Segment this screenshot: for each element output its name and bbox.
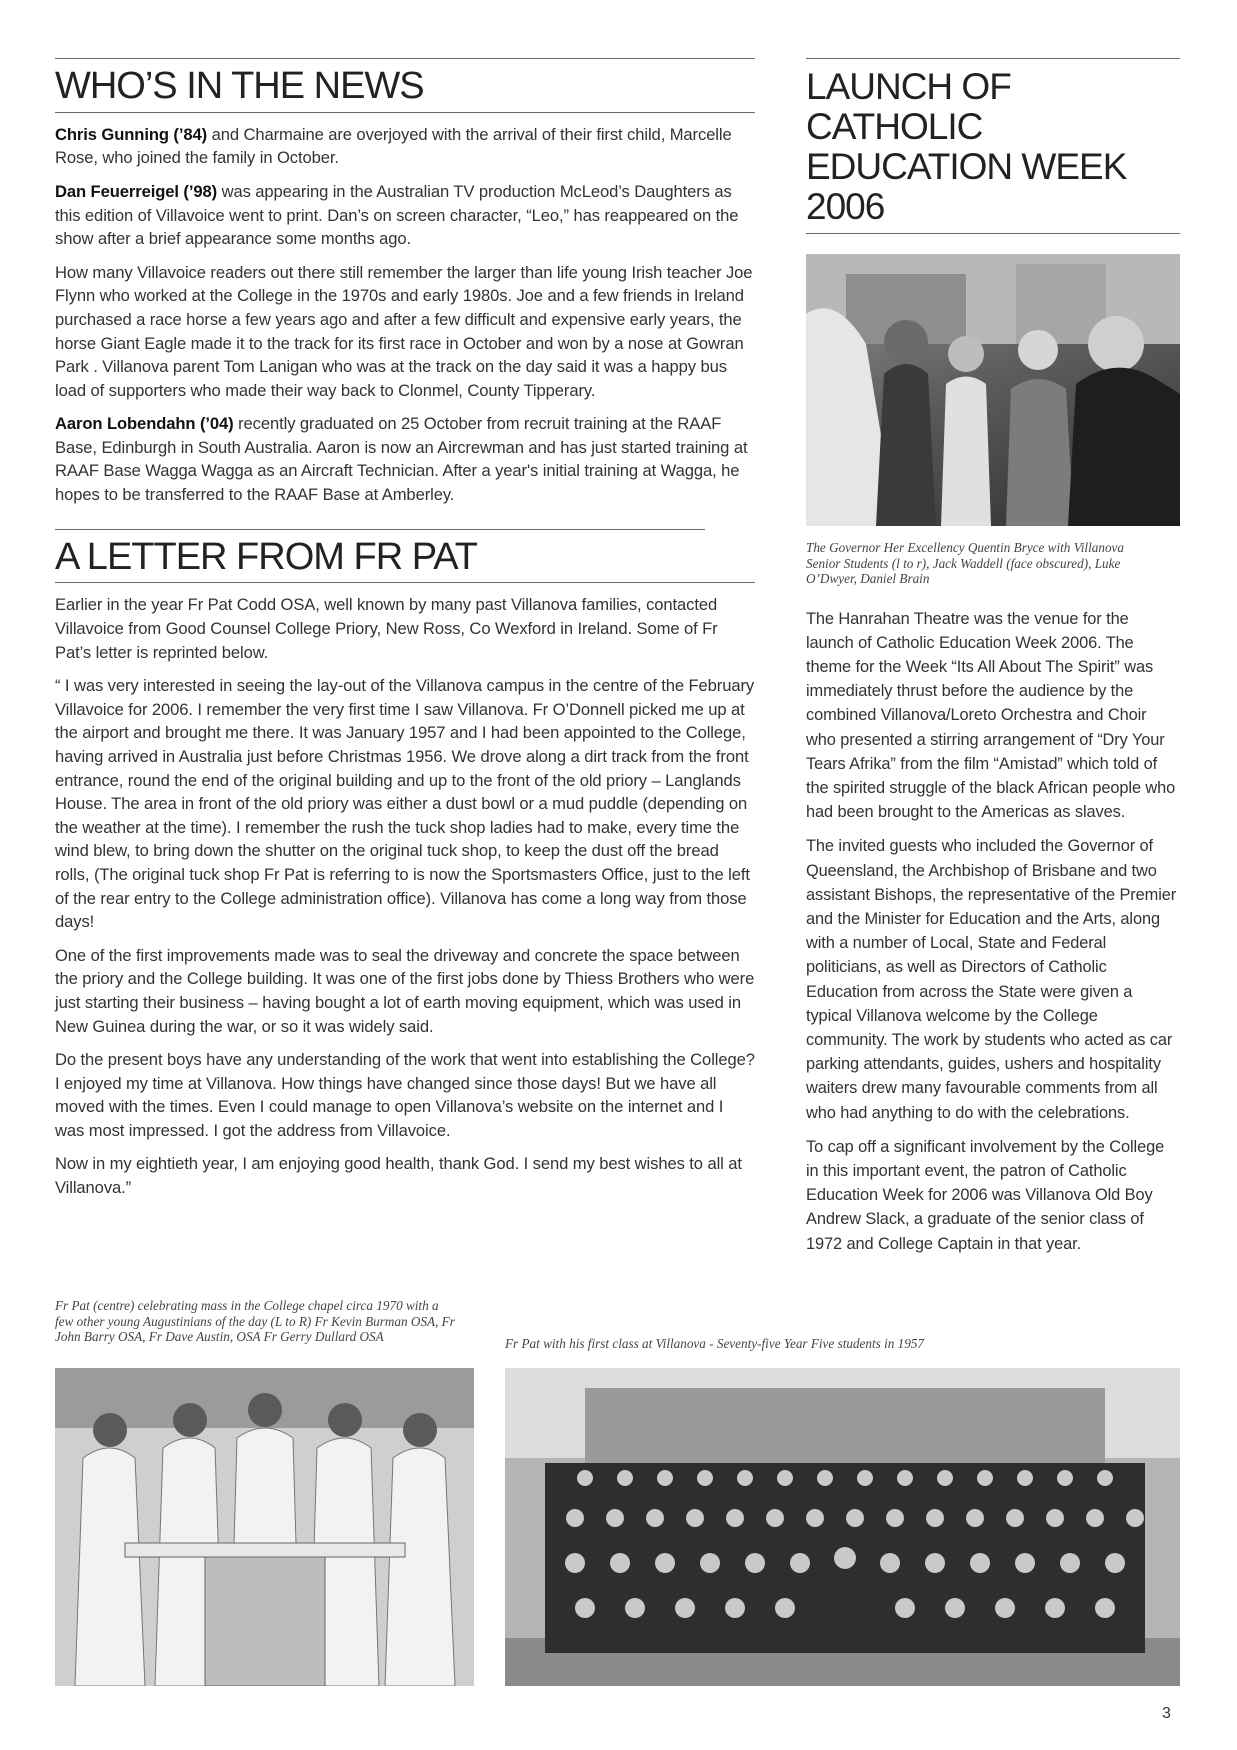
news-item-chris-gunning bbox=[55, 123, 755, 170]
left-column bbox=[55, 58, 755, 1210]
news-item-name: Dan Feuerreigel (’98) bbox=[55, 181, 218, 201]
heading-rule bbox=[806, 233, 1180, 234]
class-photo-caption: Fr Pat with his first class at Villanova - Seventy-five Year Five students in 1957 bbox=[505, 1336, 925, 1351]
letter-paragraph: “ I was very interested in seeing the lay-out of the Villanova campus in the centre of the February Villavoice for 2006. I remember the very first time I saw Villanova. Fr O’Donnell picked me up at the airport and brought me there. It was January 1957 and I had been appointed to the College, having arrived in Australia just before Christmas 1956. We drove along a dirt track from the front entrance, round the end of the original building and up to the front of the old priory – Langlands House. The area in front of the old priory was either a dust bowl or a mud puddle (depending on the weather at the time). I remember the rush the tuck shop ladies had to make, every time the wind blew, to bring down the shutter on the original tuck shop, to keep the dust off the bread rolls, (The original tuck shop Fr Pat is referring to is now the Sportsmasters Office, just to the left of the rear entry to the College administration office). Villanova has come a long way from those days! bbox=[55, 676, 755, 932]
governor-photo-caption: The Governor Her Excellency Quentin Bryce with Villanova Senior Students (l to r), Jack Waddell (face obscured), Luke O’Dwyer, Daniel Brain bbox=[806, 540, 1124, 586]
class-photo-art bbox=[505, 1368, 1180, 1686]
launch-paragraph: The invited guests who included the Governor of Queensland, the Archbishop of Brisbane and two assistant Bishops, the representative of the Premier and the Minister for Education and the Arts, along with a number of Local, State and Federal politicians, as well as Directors of Catholic Education from across the State were given a typical Villanova welcome by the College community. The work by students who acted as car parking attendants, guides, ushers and hospitality waiters drew many favourable comments from all who had anything to do with the celebrations. bbox=[806, 837, 1177, 1122]
mass-photo-art bbox=[55, 1368, 474, 1686]
governor-photo-art bbox=[806, 254, 1180, 526]
top-rule bbox=[806, 58, 1180, 59]
heading-rule bbox=[55, 112, 755, 113]
news-item-text: How many Villavoice readers out there still remember the larger than life young Irish teacher Joe Flynn who worked at the College in the 1970s and early 1980s. Joe and a few friends in Ireland purchased a race horse a few years ago and after a few difficult and expensive early years, the horse Giant Eagle made it to the track for its first race in October and won by a nose at Gowran Park . Villanova parent Tom Lanigan who was at the track on the day said it was a happy bus load of supporters who made their way back to Clonmel, County Tipperary. bbox=[55, 262, 753, 400]
right-column bbox=[806, 58, 1180, 1266]
news-item-text: recently graduated on 25 October from recruit training at the RAAF Base, Edinburgh in South Australia. Aaron is now an Aircrewman and has just started training at RAAF Base Wagga Wagga as an Aircraft Technician. After a year's initial training at Wagga, he hopes to be transferred to the RAAF Base at Amberley. bbox=[55, 414, 748, 505]
top-rule bbox=[55, 58, 755, 59]
section-rule bbox=[55, 529, 705, 530]
launch-paragraph: To cap off a significant involvement by the College in this important event, the patron of Catholic Education Week for 2006 was Villanova Old Boy Andrew Slack, a graduate of the senior class of 1972 and College Captain in that year. bbox=[806, 1137, 1165, 1253]
launch-heading bbox=[806, 67, 1180, 227]
mass-photo-caption: Fr Pat (centre) celebrating mass in the College chapel circa 1970 with a few other young Augustinians of the day (L to R) Fr Kevin Burman OSA, Fr John Barry OSA, Fr Dave Austin, OSA Fr Gerry Dullard OSA bbox=[55, 1298, 455, 1344]
page-number: 3 bbox=[1162, 1705, 1171, 1722]
letter-paragraph: One of the first improvements made was to seal the driveway and concrete the space between the priory and the College building. It was one of the first jobs done by Thiess Brothers who were just starting their business – having bought a lot of earth moving equipment, which was used in New Guinea during the war, or so it was widely said. bbox=[55, 945, 755, 1036]
letter-heading: A LETTER FROM FR PAT bbox=[55, 535, 477, 578]
launch-paragraph: The Hanrahan Theatre was the venue for the launch of Catholic Education Week 2006. The theme for the Week “Its All About The Spirit” was immediately thrust before the audience by the combined Villanova/Loreto Orchestra and Choir who presented a stirring arrangement of “Dry Your Tears Afrika” from the film “Amistad” which told of the spirited struggle of the black African people who had been brought to the Americas as slaves. bbox=[806, 609, 1176, 822]
governor-photo bbox=[806, 254, 1180, 526]
whos-in-the-news-heading: WHO’S IN THE NEWS bbox=[55, 65, 424, 107]
news-item-aaron-lobendahn bbox=[55, 412, 755, 506]
launch-heading-line1: LAUNCH OF CATHOLIC bbox=[806, 66, 1011, 147]
launch-heading-line2: EDUCATION WEEK 2006 bbox=[806, 146, 1127, 227]
heading-rule bbox=[55, 582, 755, 583]
news-item-name: Aaron Lobendahn (’04) bbox=[55, 414, 234, 434]
class-photo bbox=[505, 1368, 1180, 1686]
letter-paragraph: Now in my eightieth year, I am enjoying good health, thank God. I send my best wishes to all at Villanova.” bbox=[55, 1154, 742, 1198]
news-item-joe-flynn bbox=[55, 261, 755, 403]
news-item-text: and Charmaine are overjoyed with the arrival of their first child, Marcelle Rose, who joined the family in October. bbox=[55, 124, 732, 168]
letter-paragraph: Earlier in the year Fr Pat Codd OSA, well known by many past Villanova families, contacted Villavoice from Good Counsel College Priory, New Ross, Co Wexford in Ireland. Some of Fr Pat’s letter is reprinted below. bbox=[55, 595, 718, 662]
letter-paragraph: Do the present boys have any understanding of the work that went into establishing the College? I enjoyed my time at Villanova. How things have changed since those days! But we have all moved with the times. Even I could manage to open Villanova’s website on the internet and I was most impressed. I got the address from Villavoice. bbox=[55, 1050, 755, 1140]
mass-photo bbox=[55, 1368, 474, 1686]
news-item-name: Chris Gunning (’84) bbox=[55, 124, 208, 144]
news-item-dan-feuerreigel bbox=[55, 180, 755, 251]
news-item-text: was appearing in the Australian TV production McLeod’s Daughters as this edition of Villavoice went to print. Dan’s on screen character, “Leo,” has reappeared on the show after a brief appearance some months ago. bbox=[55, 181, 739, 249]
